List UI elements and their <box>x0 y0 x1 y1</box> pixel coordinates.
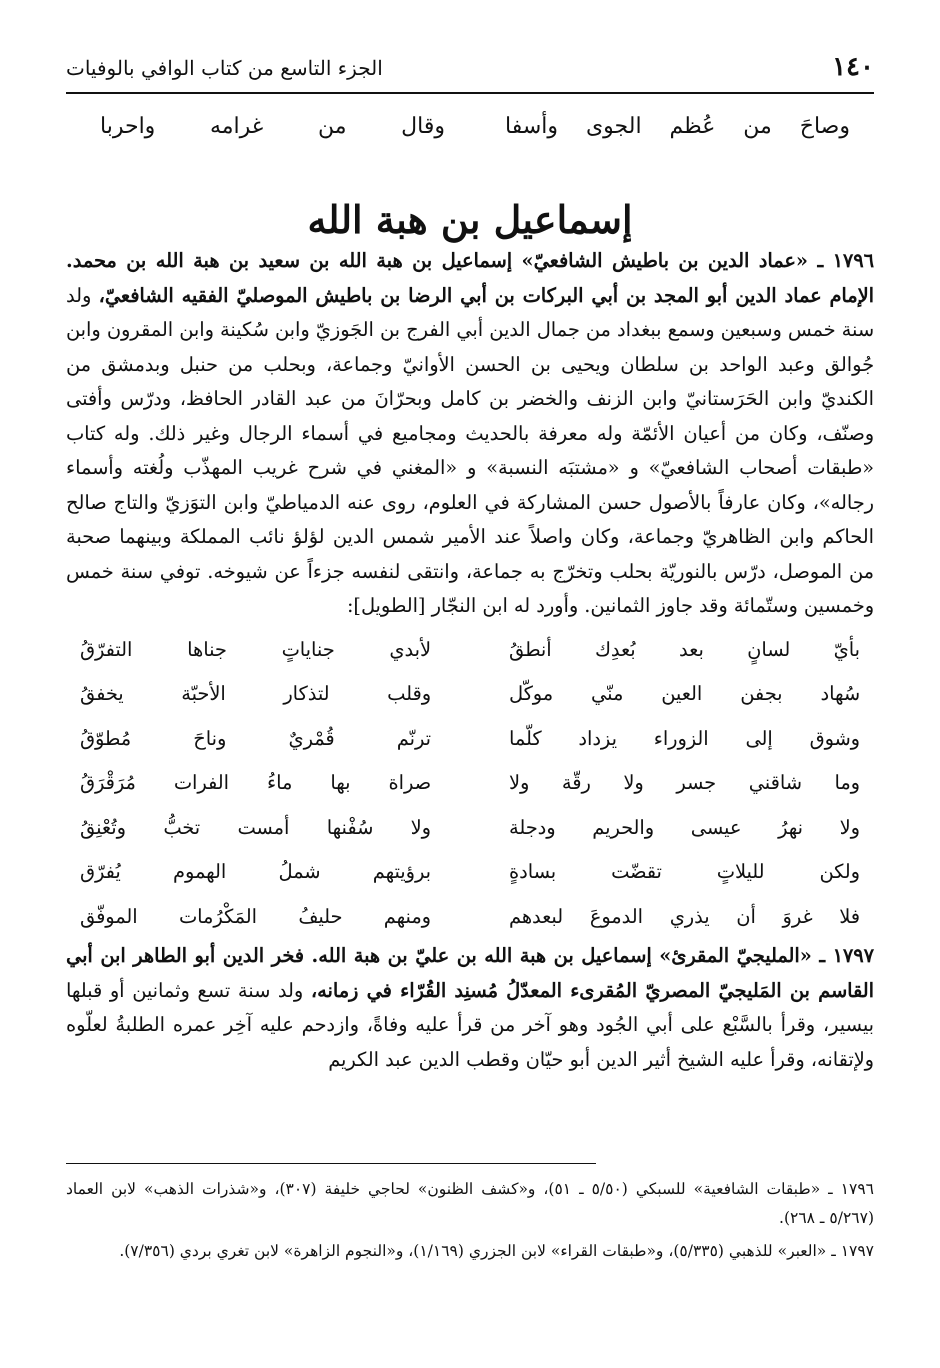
poem-verse <box>80 717 860 762</box>
poem-verse <box>80 806 860 851</box>
hemistich-left: ولا سُفْنها أمست تخبُّ وتُعْنِقُ <box>80 815 431 839</box>
entry-1797 <box>66 939 874 1077</box>
poem-verse <box>80 761 860 806</box>
main-text <box>66 244 874 1077</box>
footnote-1796: ١٧٩٦ ـ «طبقات الشافعية» للسبكي (٥/٥٠ ـ ٥١)، و«كشف الظنون» لحاجي خليفة (٣٠٧)، و«شذرات الذهب» لابن العماد (٥/٢٦٧ ـ ٢٦٨). <box>66 1180 874 1227</box>
header-rule <box>66 92 874 94</box>
entry-heading: إسماعيل بن هبة الله <box>307 197 633 243</box>
entry-1796 <box>66 244 874 624</box>
entry-1797-intro: ١٧٩٧ ـ «المليجيّ المقرئ» إسماعيل بن هبة الله بن عليّ بن هبة الله. فخر الدين أبو الطاهر ابن أبي القاسم بن المَليجيّ المصريّ المُقرىء المعدّلُ مُسنِد القُرّاء في زمانه، <box>66 944 874 1002</box>
footnote-1797: ١٧٩٧ ـ «العبر» للذهبي (٥/٣٣٥)، و«طبقات القراء» لابن الجزري (١/١٦٩)، و«النجوم الزاهرة» لابن تغري بردي (٧/٣٥٦). <box>119 1242 874 1260</box>
poem-verse <box>80 850 860 895</box>
verse-line <box>100 114 850 139</box>
entry-1797-text: ولد سنة تسع وثمانين أو قبلها بيسير، وقرأ بالسَّبْع على أبي الجُود وهو آخر من قرأ عليه وفاةً، وازدحم عليه آخِر عمره الطلبةُ لعلّوه ولإتقانه، وقرأ عليه الشيخ أثير الدين أبو حيّان وقطب الدين عبد الكريم <box>66 978 874 1071</box>
hemistich-right: فلا غروَ أن يذري الدموعَ لبعدهم <box>509 904 860 928</box>
hemistich-left: ترنّم قُمْريٌ وناحَ مُطوّقُ <box>80 726 431 750</box>
poem-verse <box>80 628 860 673</box>
running-head <box>66 52 874 86</box>
poem <box>80 628 860 940</box>
opening-verse <box>100 114 850 154</box>
hemistich-left: صراة بها ماءُ الفرات مُرَقْرَقُ <box>80 771 431 794</box>
poem-verse <box>80 895 860 940</box>
hemistich-right: بأيّ لسانٍ بعد بُعدِك أنطقُ <box>509 637 860 661</box>
page-number: ١٤٠ <box>832 52 874 82</box>
hemistich-right: ولا نهرُ عيسى والحريم ودجلة <box>509 815 860 839</box>
hemistich-right: ولكن لليلاتٍ تقضّت بسادةٍ <box>509 860 860 883</box>
hemistich-right: سُهاد بجفن العين منّي موكّل <box>509 682 860 705</box>
hemistich-left: لأبدي جناياتٍ جناها التفرّقُ <box>80 637 431 661</box>
hemistich-right: وصاحَ من عُظم الجوى وأسفا <box>505 114 850 139</box>
hemistich-left: وقال من غرامه واحربا <box>100 114 445 139</box>
poem-verse <box>80 672 860 717</box>
footnote-rule <box>66 1163 596 1164</box>
hemistich-left: وقلب لتذكار الأحبّة يخفقُ <box>80 682 431 705</box>
running-title: الجزء التاسع من كتاب الوافي بالوفيات <box>66 56 383 80</box>
hemistich-right: وشوق إلى الزوراء يزداد كلّما <box>509 726 860 750</box>
hemistich-right: وما شاقني جسر ولا رقّة ولا <box>509 771 860 794</box>
entry-1796-intro: ١٧٩٦ ـ «عماد الدين بن باطيش الشافعيّ» إسماعيل بن هبة الله بن سعيد بن هبة الله بن محمد. الإمام عماد الدين أبو المجد بن أبي البركات بن أبي الرضا بن باطيش الموصليّ الفقيه الشافعيّ، <box>66 249 874 307</box>
footnotes <box>66 1175 874 1270</box>
hemistich-left: ومنهم حليفُ المَكْرُمات الموفّق <box>80 904 431 928</box>
hemistich-left: برؤيتهم شملُ الهموم يُفرّق <box>80 860 431 883</box>
entry-1796-text: ولد سنة خمس وسبعين وسمع ببغداد من جمال الدين أبي الفرج بن الجَوزيّ وابن سُكينة وابن المقرون وابن جُوالق وعبد الواحد بن سلطان ويحيى بن الحسن الأوانيّ وجماعة، وبحلب من حنبل وبدمشق من الكنديّ وابن الحَرَستانيّ وابن الزنف والخضر بن كامل وبحرّانَ من عبد القادر الحافظ، ودرّس وأفتى وصنّف، وكان من أعيان الأئمّة وله معرفة بالحديث ومجاميع في أسماء الرجال وغير ذلك. وله كتاب «طبقات أصحاب الشافعيّ» و «مشتبَه النسبة» و «المغني في شرح غريب المهذّب ولُغته وأسماء رجاله»، وكان عارفاً بالأصول حسن المشاركة في العلوم، روى عنه الدمياطيّ وابن التوَزيّ والتاج صالح الحاكم وابن الظاهريّ وجماعة، وكان واصلاً عند الأمير شمس الدين لؤلؤ نائب المملكة وبينهما صحبة من الموصل، درّس بالنوريّة بحلب وتخرّج به جماعة، وانتقى لنفسه جزءاً عن شيوخه. توفي سنة خمس وخمسين وستّمائة وقد جاوز الثمانين. وأورد له ابن النجّار [الطويل]: <box>66 283 874 617</box>
